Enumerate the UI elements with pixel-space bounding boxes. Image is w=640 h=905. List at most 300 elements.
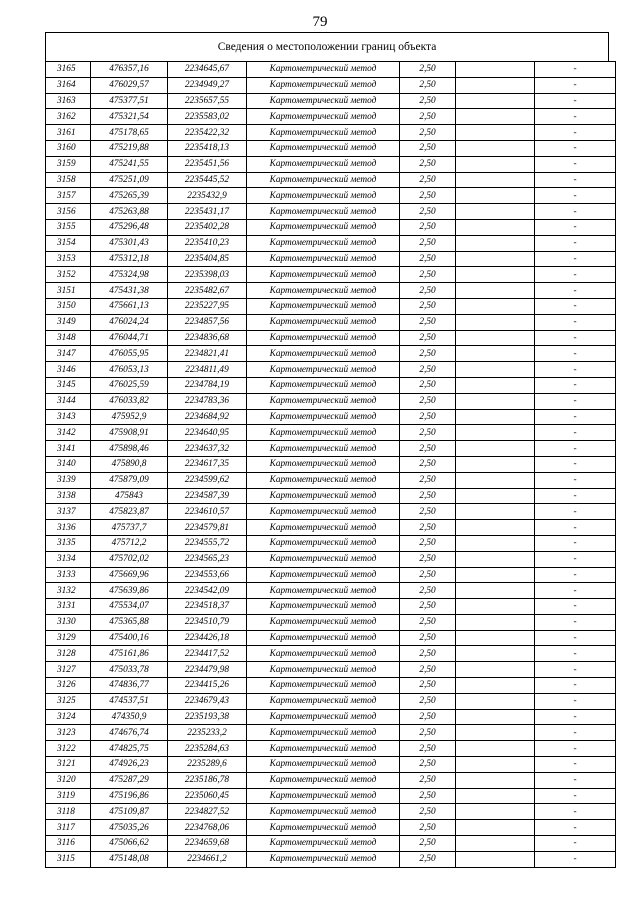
- table-row: [46, 488, 616, 504]
- x-coordinate: 475178,65: [91, 125, 168, 141]
- point-number: 3123: [46, 725, 91, 741]
- description-cell: [456, 535, 535, 551]
- table-row: [46, 646, 616, 662]
- y-coordinate: 2235431,17: [168, 204, 247, 220]
- x-coordinate: 476025,59: [91, 377, 168, 393]
- description-cell: [456, 425, 535, 441]
- point-number: 3157: [46, 188, 91, 204]
- description-cell: [456, 836, 535, 852]
- point-number: 3130: [46, 614, 91, 630]
- method-cell: Картометрический метод: [247, 330, 400, 346]
- table-row: [46, 788, 616, 804]
- dash-cell: -: [535, 851, 616, 867]
- description-cell: [456, 62, 535, 78]
- table-row: [46, 219, 616, 235]
- x-coordinate: 476024,24: [91, 314, 168, 330]
- method-cell: Картометрический метод: [247, 441, 400, 457]
- y-coordinate: 2235451,56: [168, 156, 247, 172]
- point-number: 3126: [46, 678, 91, 694]
- table-row: [46, 599, 616, 615]
- point-number: 3137: [46, 504, 91, 520]
- y-coordinate: 2234617,35: [168, 456, 247, 472]
- dash-cell: -: [535, 188, 616, 204]
- table-row: [46, 93, 616, 109]
- dash-cell: -: [535, 267, 616, 283]
- method-cell: Картометрический метод: [247, 156, 400, 172]
- method-cell: Картометрический метод: [247, 283, 400, 299]
- description-cell: [456, 409, 535, 425]
- x-coordinate: 475712,2: [91, 535, 168, 551]
- x-coordinate: 475823,87: [91, 504, 168, 520]
- description-cell: [456, 725, 535, 741]
- y-coordinate: 2234579,81: [168, 520, 247, 536]
- method-cell: Картометрический метод: [247, 504, 400, 520]
- method-cell: Картометрический метод: [247, 377, 400, 393]
- point-number: 3115: [46, 851, 91, 867]
- x-coordinate: 475321,54: [91, 109, 168, 125]
- dash-cell: -: [535, 283, 616, 299]
- method-cell: Картометрический метод: [247, 836, 400, 852]
- y-coordinate: 2235289,6: [168, 757, 247, 773]
- y-coordinate: 2235227,95: [168, 298, 247, 314]
- point-number: 3136: [46, 520, 91, 536]
- method-cell: Картометрический метод: [247, 219, 400, 235]
- description-cell: [456, 551, 535, 567]
- method-cell: Картометрический метод: [247, 772, 400, 788]
- accuracy-cell: 2,50: [400, 441, 456, 457]
- point-number: 3117: [46, 820, 91, 836]
- y-coordinate: 2235402,28: [168, 219, 247, 235]
- method-cell: Картометрический метод: [247, 346, 400, 362]
- x-coordinate: 476044,71: [91, 330, 168, 346]
- accuracy-cell: 2,50: [400, 188, 456, 204]
- dash-cell: -: [535, 693, 616, 709]
- point-number: 3139: [46, 472, 91, 488]
- table-row: [46, 630, 616, 646]
- accuracy-cell: 2,50: [400, 535, 456, 551]
- table-header: Сведения о местоположении границ объекта: [45, 32, 609, 61]
- description-cell: [456, 472, 535, 488]
- dash-cell: -: [535, 456, 616, 472]
- point-number: 3149: [46, 314, 91, 330]
- point-number: 3116: [46, 836, 91, 852]
- point-number: 3156: [46, 204, 91, 220]
- dash-cell: -: [535, 535, 616, 551]
- dash-cell: -: [535, 140, 616, 156]
- x-coordinate: 475148,08: [91, 851, 168, 867]
- x-coordinate: 475196,86: [91, 788, 168, 804]
- x-coordinate: 476055,95: [91, 346, 168, 362]
- dash-cell: -: [535, 678, 616, 694]
- method-cell: Картометрический метод: [247, 409, 400, 425]
- dash-cell: -: [535, 425, 616, 441]
- point-number: 3155: [46, 219, 91, 235]
- description-cell: [456, 235, 535, 251]
- description-cell: [456, 330, 535, 346]
- y-coordinate: 2234784,19: [168, 377, 247, 393]
- y-coordinate: 2235657,55: [168, 93, 247, 109]
- accuracy-cell: 2,50: [400, 377, 456, 393]
- dash-cell: -: [535, 219, 616, 235]
- accuracy-cell: 2,50: [400, 125, 456, 141]
- point-number: 3142: [46, 425, 91, 441]
- point-number: 3144: [46, 393, 91, 409]
- x-coordinate: 475377,51: [91, 93, 168, 109]
- dash-cell: -: [535, 235, 616, 251]
- accuracy-cell: 2,50: [400, 725, 456, 741]
- description-cell: [456, 678, 535, 694]
- method-cell: Картометрический метод: [247, 425, 400, 441]
- accuracy-cell: 2,50: [400, 93, 456, 109]
- description-cell: [456, 709, 535, 725]
- point-number: 3131: [46, 599, 91, 615]
- description-cell: [456, 314, 535, 330]
- dash-cell: -: [535, 330, 616, 346]
- description-cell: [456, 219, 535, 235]
- description-cell: [456, 583, 535, 599]
- table-row: [46, 204, 616, 220]
- description-cell: [456, 377, 535, 393]
- dash-cell: -: [535, 662, 616, 678]
- description-cell: [456, 346, 535, 362]
- method-cell: Картометрический метод: [247, 204, 400, 220]
- method-cell: Картометрический метод: [247, 551, 400, 567]
- x-coordinate: 475301,43: [91, 235, 168, 251]
- method-cell: Картометрический метод: [247, 362, 400, 378]
- y-coordinate: 2234821,41: [168, 346, 247, 362]
- method-cell: Картометрический метод: [247, 757, 400, 773]
- accuracy-cell: 2,50: [400, 662, 456, 678]
- dash-cell: -: [535, 172, 616, 188]
- description-cell: [456, 646, 535, 662]
- method-cell: Картометрический метод: [247, 520, 400, 536]
- point-number: 3161: [46, 125, 91, 141]
- table-row: [46, 425, 616, 441]
- point-number: 3140: [46, 456, 91, 472]
- dash-cell: -: [535, 377, 616, 393]
- method-cell: Картометрический метод: [247, 298, 400, 314]
- table-row: [46, 583, 616, 599]
- table-row: [46, 725, 616, 741]
- table-row: [46, 283, 616, 299]
- point-number: 3141: [46, 441, 91, 457]
- table-row: [46, 678, 616, 694]
- dash-cell: -: [535, 772, 616, 788]
- point-number: 3138: [46, 488, 91, 504]
- dash-cell: -: [535, 298, 616, 314]
- point-number: 3133: [46, 567, 91, 583]
- x-coordinate: 475109,87: [91, 804, 168, 820]
- description-cell: [456, 188, 535, 204]
- x-coordinate: 475219,88: [91, 140, 168, 156]
- x-coordinate: 475287,29: [91, 772, 168, 788]
- x-coordinate: 474825,75: [91, 741, 168, 757]
- method-cell: Картометрический метод: [247, 599, 400, 615]
- x-coordinate: 475908,91: [91, 425, 168, 441]
- accuracy-cell: 2,50: [400, 646, 456, 662]
- accuracy-cell: 2,50: [400, 251, 456, 267]
- point-number: 3134: [46, 551, 91, 567]
- accuracy-cell: 2,50: [400, 409, 456, 425]
- dash-cell: -: [535, 630, 616, 646]
- accuracy-cell: 2,50: [400, 693, 456, 709]
- x-coordinate: 475035,26: [91, 820, 168, 836]
- y-coordinate: 2235432,9: [168, 188, 247, 204]
- method-cell: Картометрический метод: [247, 820, 400, 836]
- description-cell: [456, 156, 535, 172]
- table-row: [46, 235, 616, 251]
- x-coordinate: 474926,23: [91, 757, 168, 773]
- dash-cell: -: [535, 93, 616, 109]
- y-coordinate: 2235186,78: [168, 772, 247, 788]
- dash-cell: -: [535, 820, 616, 836]
- x-coordinate: 475898,46: [91, 441, 168, 457]
- y-coordinate: 2234811,49: [168, 362, 247, 378]
- y-coordinate: 2235482,67: [168, 283, 247, 299]
- description-cell: [456, 851, 535, 867]
- dash-cell: -: [535, 741, 616, 757]
- method-cell: Картометрический метод: [247, 488, 400, 504]
- accuracy-cell: 2,50: [400, 204, 456, 220]
- x-coordinate: 476357,16: [91, 62, 168, 78]
- accuracy-cell: 2,50: [400, 393, 456, 409]
- table-row: [46, 520, 616, 536]
- x-coordinate: 475265,39: [91, 188, 168, 204]
- accuracy-cell: 2,50: [400, 62, 456, 78]
- dash-cell: -: [535, 567, 616, 583]
- description-cell: [456, 77, 535, 93]
- method-cell: Картометрический метод: [247, 678, 400, 694]
- table-row: [46, 140, 616, 156]
- method-cell: Картометрический метод: [247, 583, 400, 599]
- table-row: [46, 314, 616, 330]
- x-coordinate: 475066,62: [91, 836, 168, 852]
- description-cell: [456, 520, 535, 536]
- table-row: [46, 172, 616, 188]
- description-cell: [456, 362, 535, 378]
- description-cell: [456, 93, 535, 109]
- method-cell: Картометрический метод: [247, 140, 400, 156]
- point-number: 3160: [46, 140, 91, 156]
- table-row: [46, 251, 616, 267]
- point-number: 3148: [46, 330, 91, 346]
- table-row: [46, 362, 616, 378]
- accuracy-cell: 2,50: [400, 488, 456, 504]
- x-coordinate: 475737,7: [91, 520, 168, 536]
- table-row: [46, 109, 616, 125]
- description-cell: [456, 456, 535, 472]
- method-cell: Картометрический метод: [247, 693, 400, 709]
- x-coordinate: 475161,86: [91, 646, 168, 662]
- dash-cell: -: [535, 614, 616, 630]
- accuracy-cell: 2,50: [400, 709, 456, 725]
- accuracy-cell: 2,50: [400, 520, 456, 536]
- accuracy-cell: 2,50: [400, 504, 456, 520]
- y-coordinate: 2234518,37: [168, 599, 247, 615]
- accuracy-cell: 2,50: [400, 140, 456, 156]
- y-coordinate: 2235193,38: [168, 709, 247, 725]
- x-coordinate: 474537,51: [91, 693, 168, 709]
- description-cell: [456, 140, 535, 156]
- description-cell: [456, 662, 535, 678]
- point-number: 3153: [46, 251, 91, 267]
- dash-cell: -: [535, 836, 616, 852]
- description-cell: [456, 283, 535, 299]
- point-number: 3128: [46, 646, 91, 662]
- dash-cell: -: [535, 504, 616, 520]
- y-coordinate: 2234479,98: [168, 662, 247, 678]
- y-coordinate: 2235060,45: [168, 788, 247, 804]
- description-cell: [456, 693, 535, 709]
- table-row: [46, 709, 616, 725]
- method-cell: Картометрический метод: [247, 172, 400, 188]
- point-number: 3165: [46, 62, 91, 78]
- x-coordinate: 475879,09: [91, 472, 168, 488]
- accuracy-cell: 2,50: [400, 109, 456, 125]
- point-number: 3135: [46, 535, 91, 551]
- accuracy-cell: 2,50: [400, 314, 456, 330]
- y-coordinate: 2234555,72: [168, 535, 247, 551]
- dash-cell: -: [535, 725, 616, 741]
- accuracy-cell: 2,50: [400, 583, 456, 599]
- y-coordinate: 2234553,66: [168, 567, 247, 583]
- method-cell: Картометрический метод: [247, 93, 400, 109]
- description-cell: [456, 788, 535, 804]
- method-cell: Картометрический метод: [247, 788, 400, 804]
- accuracy-cell: 2,50: [400, 283, 456, 299]
- accuracy-cell: 2,50: [400, 614, 456, 630]
- description-cell: [456, 630, 535, 646]
- method-cell: Картометрический метод: [247, 725, 400, 741]
- x-coordinate: 474350,9: [91, 709, 168, 725]
- method-cell: Картометрический метод: [247, 472, 400, 488]
- y-coordinate: 2234565,23: [168, 551, 247, 567]
- description-cell: [456, 804, 535, 820]
- point-number: 3127: [46, 662, 91, 678]
- x-coordinate: 475890,8: [91, 456, 168, 472]
- method-cell: Картометрический метод: [247, 251, 400, 267]
- accuracy-cell: 2,50: [400, 472, 456, 488]
- point-number: 3143: [46, 409, 91, 425]
- point-number: 3132: [46, 583, 91, 599]
- method-cell: Картометрический метод: [247, 267, 400, 283]
- y-coordinate: 2234426,18: [168, 630, 247, 646]
- description-cell: [456, 204, 535, 220]
- table-row: [46, 551, 616, 567]
- page-number: 79: [312, 14, 328, 30]
- table-row: [46, 125, 616, 141]
- accuracy-cell: 2,50: [400, 77, 456, 93]
- point-number: 3124: [46, 709, 91, 725]
- dash-cell: -: [535, 520, 616, 536]
- dash-cell: -: [535, 109, 616, 125]
- x-coordinate: 475431,38: [91, 283, 168, 299]
- method-cell: Картометрический метод: [247, 614, 400, 630]
- accuracy-cell: 2,50: [400, 219, 456, 235]
- table-row: [46, 456, 616, 472]
- table-row: [46, 62, 616, 78]
- x-coordinate: 474836,77: [91, 678, 168, 694]
- x-coordinate: 475241,55: [91, 156, 168, 172]
- dash-cell: -: [535, 409, 616, 425]
- dash-cell: -: [535, 788, 616, 804]
- dash-cell: -: [535, 488, 616, 504]
- point-number: 3118: [46, 804, 91, 820]
- point-number: 3150: [46, 298, 91, 314]
- description-cell: [456, 488, 535, 504]
- table-row: [46, 472, 616, 488]
- method-cell: Картометрический метод: [247, 125, 400, 141]
- description-cell: [456, 757, 535, 773]
- accuracy-cell: 2,50: [400, 330, 456, 346]
- point-number: 3154: [46, 235, 91, 251]
- x-coordinate: 475400,16: [91, 630, 168, 646]
- accuracy-cell: 2,50: [400, 820, 456, 836]
- dash-cell: -: [535, 251, 616, 267]
- table-row: [46, 662, 616, 678]
- description-cell: [456, 298, 535, 314]
- accuracy-cell: 2,50: [400, 788, 456, 804]
- point-number: 3164: [46, 77, 91, 93]
- description-cell: [456, 741, 535, 757]
- point-number: 3125: [46, 693, 91, 709]
- dash-cell: -: [535, 551, 616, 567]
- point-number: 3162: [46, 109, 91, 125]
- y-coordinate: 2235410,23: [168, 235, 247, 251]
- point-number: 3146: [46, 362, 91, 378]
- x-coordinate: 475534,07: [91, 599, 168, 615]
- y-coordinate: 2235284,63: [168, 741, 247, 757]
- table-row: [46, 693, 616, 709]
- description-cell: [456, 172, 535, 188]
- point-number: 3122: [46, 741, 91, 757]
- table-row: [46, 757, 616, 773]
- table-row: [46, 330, 616, 346]
- method-cell: Картометрический метод: [247, 851, 400, 867]
- method-cell: Картометрический метод: [247, 662, 400, 678]
- accuracy-cell: 2,50: [400, 599, 456, 615]
- description-cell: [456, 599, 535, 615]
- method-cell: Картометрический метод: [247, 188, 400, 204]
- description-cell: [456, 109, 535, 125]
- dash-cell: -: [535, 583, 616, 599]
- x-coordinate: 474676,74: [91, 725, 168, 741]
- method-cell: Картометрический метод: [247, 235, 400, 251]
- description-cell: [456, 772, 535, 788]
- accuracy-cell: 2,50: [400, 551, 456, 567]
- dash-cell: -: [535, 125, 616, 141]
- table-row: [46, 741, 616, 757]
- method-cell: Картометрический метод: [247, 567, 400, 583]
- dash-cell: -: [535, 804, 616, 820]
- dash-cell: -: [535, 393, 616, 409]
- point-number: 3158: [46, 172, 91, 188]
- y-coordinate: 2234510,79: [168, 614, 247, 630]
- table-row: [46, 77, 616, 93]
- y-coordinate: 2234640,95: [168, 425, 247, 441]
- accuracy-cell: 2,50: [400, 741, 456, 757]
- x-coordinate: 475661,13: [91, 298, 168, 314]
- accuracy-cell: 2,50: [400, 678, 456, 694]
- x-coordinate: 475702,02: [91, 551, 168, 567]
- y-coordinate: 2234857,56: [168, 314, 247, 330]
- y-coordinate: 2234415,26: [168, 678, 247, 694]
- x-coordinate: 476029,57: [91, 77, 168, 93]
- x-coordinate: 475843: [91, 488, 168, 504]
- method-cell: Картометрический метод: [247, 456, 400, 472]
- y-coordinate: 2234949,27: [168, 77, 247, 93]
- y-coordinate: 2234587,39: [168, 488, 247, 504]
